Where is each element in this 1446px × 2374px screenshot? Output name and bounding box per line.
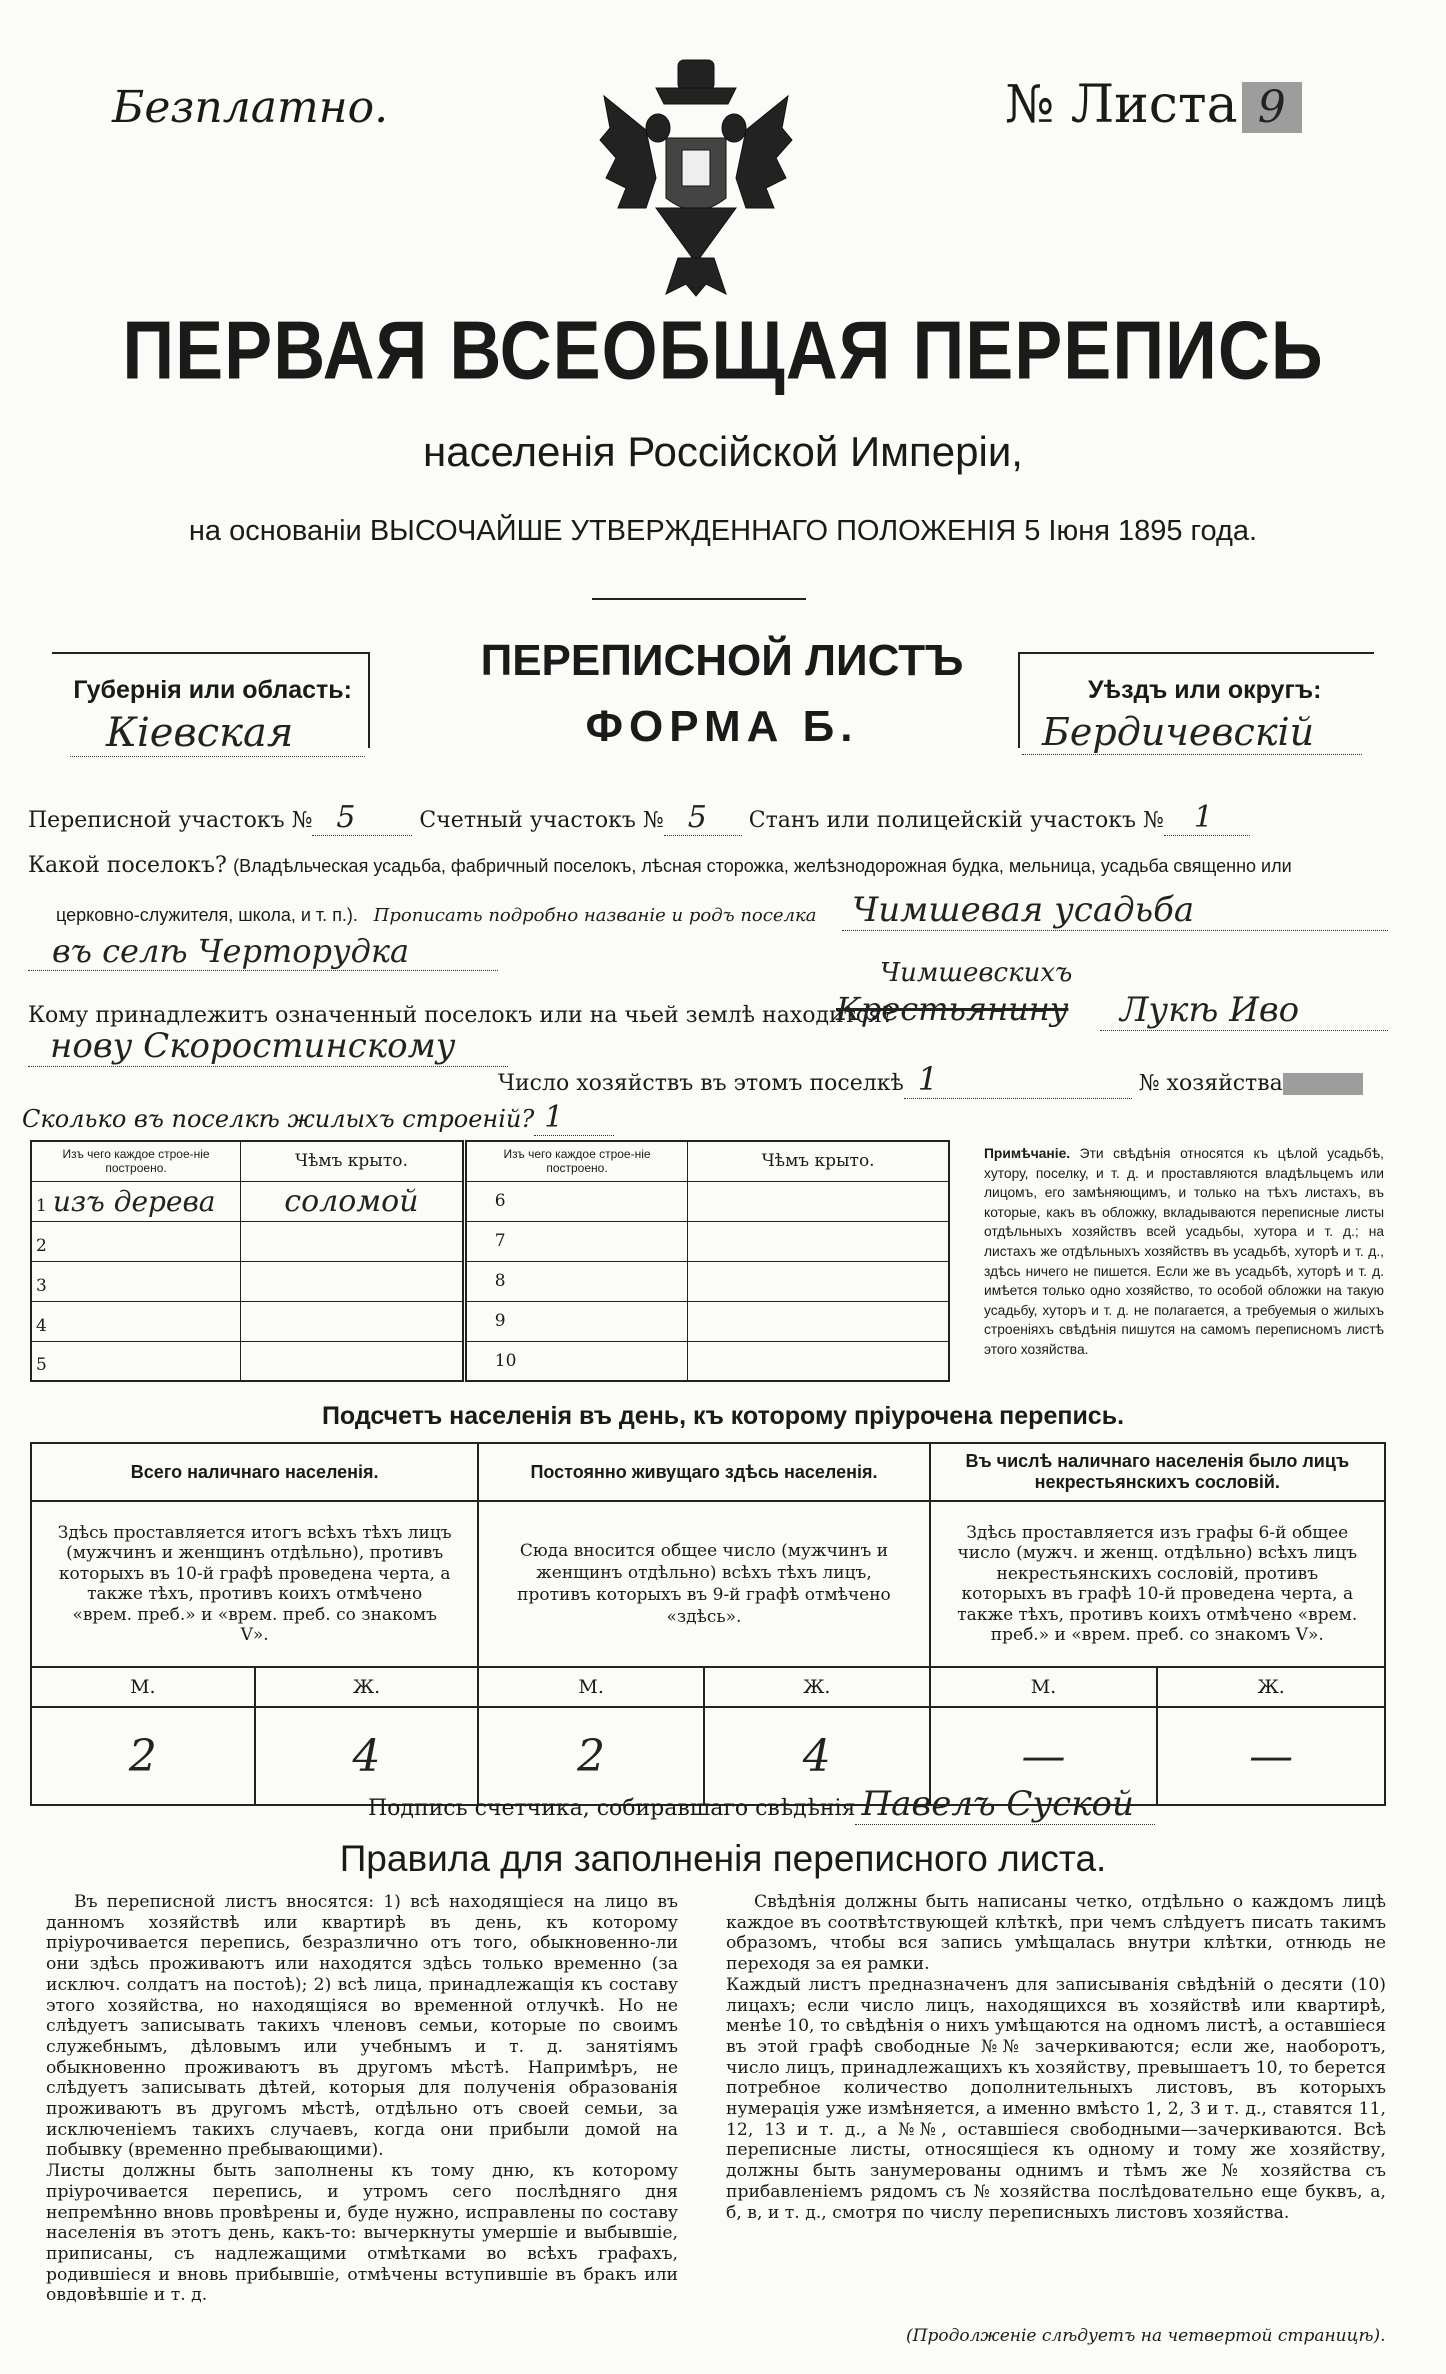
col3-desc: Здѣсь проставляется изъ графы 6-й общее число (мужч. и женщ. отдѣльно) всѣхъ лицъ некрестьянскихъ сословій, противъ которыхъ въ графѣ 10-й проведена черта, а также тѣхъ, противъ коихъ отмѣчено «врем. преб.» и «врем. преб. со знакомъ V». [930,1501,1385,1667]
building-roof-cell [688,1341,949,1381]
value-total-f: 4 [255,1707,479,1805]
basis-prefix: на основаніи [188,515,362,547]
form-title: ФОРМА Б. [585,702,859,751]
value-total-m: 2 [31,1707,255,1805]
rules-continued: (Продолженіе слѣдуетъ на четвертой страницѣ). [906,2326,1386,2346]
settlement-hint-row [56,905,816,926]
row-number: 4 [36,1315,47,1336]
building-roof-value [241,1221,465,1261]
f-label-2: Ж. [704,1667,930,1707]
col-material-left: Изъ чего каждое строе-ніе построено. [31,1141,241,1181]
note-title: Примѣчаніе. [984,1146,1071,1161]
row-number: 1 [36,1195,47,1216]
households-value: 1 [904,1060,1132,1099]
m-label-3: М. [930,1667,1158,1707]
col3-head: Въ числѣ наличнаго населенія было лицъ некрестьянскихъ сословій. [930,1443,1385,1501]
building-material-value: изъ дерева [52,1184,216,1218]
count-area-value: 5 [664,800,742,836]
table-row [31,1341,949,1381]
building-material-cell [31,1341,241,1381]
header-divider [592,598,806,600]
building-roof-cell [688,1221,949,1261]
buildings-label: Сколько въ поселкѣ жилыхъ строеній? [22,1105,535,1133]
building-roof-value [241,1341,465,1381]
settlement-value-1: Чимшевая усадьба [842,890,1388,931]
table-row [31,1301,949,1341]
owner-label: Кому принадлежитъ означенный поселокъ или на чьей землѣ находится? [28,1003,894,1028]
census-area-field [28,800,1250,836]
sheet-title: ПЕРЕПИСНОЙ ЛИСТЪ [480,636,964,685]
signature-value: Павелъ Суской [855,1784,1155,1825]
row-number: 6 [464,1181,688,1221]
table-row [31,1221,949,1261]
col1-desc: Здѣсь проставляется итогъ всѣхъ тѣхъ лицъ (мужчинъ и женщинъ отдѣльно), противъ которыхъ въ 10-й графѣ проведена черта, а также тѣхъ, противъ коихъ отмѣчено «врем. преб.» и «врем. преб. со знакомъ V». [31,1501,478,1667]
building-material-cell [31,1181,241,1221]
note-text: Эти свѣдѣнія относятся къ цѣлой усадьбѣ, хутору, поселку, и т. д. и проставляются владѣльцемъ или лицомъ, его замѣняющимъ, и только на тѣхъ листахъ, въ которые, какъ въ обложку, вкладываются переписные листы отдѣльныхъ хозяйствъ всей усадьбы, хутора и т. д.; на листахъ же отдѣльныхъ хозяйствъ въ усадьбѣ, хуторѣ и т. д., здѣсь ничего не пишется. Если же въ усадьбѣ, хуторѣ и т. д. имѣется только одно хозяйство, то особой обложки на такую усадьбу, хуторъ и т. д. не полагается, а требуемыя о жилыхъ строеніяхъ свѣдѣнія пишутся на самомъ переписномъ листѣ этого хозяйства. [984,1146,1384,1357]
households-label: Число хозяйствъ въ этомъ поселкѣ [498,1071,904,1096]
building-material-cell [31,1301,241,1341]
basis-text: ВЫСОЧАЙШЕ УТВЕРЖДЕННАГО ПОЛОЖЕНІЯ 5 Іюня 1895 года. [369,515,1258,547]
row-number: 7 [464,1221,688,1261]
police-area-label: Станъ или полицейскій участокъ № [748,808,1164,833]
value-nonpeasant-f: — [1157,1707,1385,1805]
building-roof-cell [688,1301,949,1341]
buildings-field [22,1100,614,1136]
signature-label: Подпись счетчика, собиравшаго свѣдѣнія [368,1796,856,1821]
settlement-field [28,853,1388,878]
sheet-label-text: № Листа [1005,75,1238,135]
owner-value-2: нову Скоростинскому [28,1026,508,1067]
settlement-value-2: въ селѣ Черторудка [28,932,498,971]
row-number: 2 [36,1235,47,1256]
value-resident-m: 2 [478,1707,704,1805]
rules-right-column: Свѣдѣнія должны быть написаны четко, отдѣльно о каждомъ лицѣ каждое въ соотвѣтствующей клѣткѣ, при чемъ слѣдуетъ писать такимъ образомъ, чтобы вся запись умѣщалась внутри клѣтки, отнюдь не переходя за ея рамки. Каждый листъ предназначенъ для записыванія свѣдѣній о десяти (10) лицахъ; если число лицъ, находящихся въ хозяйствѣ или квартирѣ, менѣе 10, то свѣдѣнія о нихъ умѣщаются на одномъ листѣ, а оставшіеся въ этой графѣ свободные №№ зачеркиваются; если же, наоборотъ, число лицъ, принадлежащихъ къ хозяйству, превышаетъ 10, то берется потребное количество дополнительныхъ листовъ, въ которыхъ нумерація уже измѣняется, а именно вмѣсто 1, 2, 3 и т. д., ставятся 11, 12, 13 и т. д., а №№, оставшіеся свободными—зачеркиваются. Всѣ переписные листы, относящіеся къ одному и тому же хозяйству, должны быть занумерованы однимъ и тѣмъ же № хозяйства съ прибавленіемъ рядомъ съ № хозяйства послѣдовательно еще буквъ, а, б, в, и т. д., смотря по числу переписныхъ листовъ хозяйства. [726,1892,1386,2223]
district-value: Бердичевскій [1022,710,1362,755]
col-roof-right: Чѣмъ крыто. [688,1141,949,1181]
settlement-label: Какой поселокъ? [28,853,227,878]
double-headed-eagle-emblem [596,58,796,298]
f-label-1: Ж. [255,1667,479,1707]
table-row [31,1181,949,1221]
building-roof-value [241,1261,465,1301]
table-row [31,1261,949,1301]
buildings-note [984,1144,1384,1360]
owner-value-struck: Крестьянину [836,990,1069,1028]
census-area-label: Переписной участокъ № [28,808,313,833]
col-roof-left: Чѣмъ крыто. [241,1141,465,1181]
province-value: Кіевская [70,710,365,757]
m-label-2: М. [478,1667,704,1707]
col2-desc: Сюда вносится общее число (мужчинъ и женщинъ отдѣльно) всѣхъ тѣхъ лицъ, противъ которыхъ въ 9-й графѣ отмѣчено «здѣсь». [478,1501,929,1667]
row-number: 10 [464,1341,688,1381]
signature-field [368,1784,1155,1825]
value-nonpeasant-m: — [930,1707,1158,1805]
sheet-number-label [1005,75,1302,135]
district-label: Уѣздъ или округъ: [1088,676,1322,704]
row-number: 9 [464,1301,688,1341]
police-area-value: 1 [1164,800,1250,836]
col2-head: Постоянно живущаго здѣсь населенія. [478,1443,929,1501]
building-roof-value: соломой [241,1181,465,1221]
settlement-hint-2: церковно-служителя, школа, и т. п.). [56,905,358,925]
census-title: ПЕРВАЯ ВСЕОБЩАЯ ПЕРЕПИСЬ [122,305,1324,397]
owner-value-1: Лукѣ Иво [1100,990,1388,1031]
buildings-value: 1 [534,1100,614,1136]
census-area-value: 5 [312,800,412,836]
col1-head: Всего наличнаго населенія. [31,1443,478,1501]
row-number: 5 [36,1355,47,1376]
building-roof-cell [688,1261,949,1301]
free-label: Безплатно. [112,82,389,133]
col-material-right: Изъ чего каждое строе-ніе построено. [464,1141,688,1181]
households-field [498,1060,1363,1099]
population-title: Подсчетъ населенія въ день, къ которому пріурочена перепись. [321,1402,1125,1430]
m-label-1: М. [31,1667,255,1707]
buildings-table [30,1140,950,1382]
rules-left-column: Въ переписной листъ вносятся: 1) всѣ находящіеся на лицо въ данномъ хозяйствѣ или квартирѣ въ день, къ которому пріурочивается перепись, безразлично отъ того, обыкновенно-ли они здѣсь проживаютъ или находятся здѣсь только временно (за исключ. солдатъ на постоѣ); 2) всѣ лица, принадлежащія къ составу этого хозяйства, но находящіяся во временной отлучкѣ. Но не слѣдуетъ записывать такихъ членовъ семьи, которые по своимъ служебнымъ, дѣловымъ или учебнымъ и т. д. занятіямъ обыкновенно проживаютъ въ другомъ мѣстѣ. Напримѣръ, не слѣдуетъ записывать дѣтей, которыя для полученія образованія проживаютъ въ другомъ мѣстѣ, отдѣльно отъ своей семьи, за исключеніемъ такихъ случаевъ, когда они прибыли домой на побывку (временно пребывающими). Листы должны быть заполнены къ тому дню, къ которому пріурочивается перепись, и утромъ сего послѣдняго дня непремѣнно вновь провѣрены и, буде нужно, исправлены по составу населенія въ этотъ день, какъ-то: вычеркнуты умершіе и выбывшіе, приписаны, съ надлежащими отмѣтками во всѣхъ графахъ, родившіеся и вновь прибывшіе, отмѣчены вступившіе въ бракъ или овдовѣвшіе и т. д. [46,1892,678,2306]
row-number: 8 [464,1261,688,1301]
building-material-cell [31,1261,241,1301]
household-no-value [1283,1073,1363,1095]
settlement-hint-1: (Владѣльческая усадьба, фабричный поселокъ, лѣсная сторожка, желѣзнодорожная будка, мельница, усадьба священно или [233,856,1292,876]
building-material-cell [31,1221,241,1261]
household-no-label: № хозяйства [1138,1071,1283,1096]
building-roof-value [241,1301,465,1341]
rules-title: Правила для заполненія переписного листа. [339,1838,1107,1879]
census-basis [0,515,1446,548]
population-table [30,1442,1386,1806]
building-roof-cell [688,1181,949,1221]
row-number: 3 [36,1275,47,1296]
value-resident-f: 4 [704,1707,930,1805]
owner-value-above: Чимшевскихъ [880,958,1073,988]
sheet-number-value: 9 [1242,82,1302,133]
census-subtitle: населенія Россійской Имперіи, [423,428,1023,475]
province-label: Губернія или область: [73,676,352,704]
settlement-hint-3: Прописать подробно названіе и родъ поселка [373,905,817,926]
f-label-3: Ж. [1157,1667,1385,1707]
count-area-label: Счетный участокъ № [419,808,664,833]
